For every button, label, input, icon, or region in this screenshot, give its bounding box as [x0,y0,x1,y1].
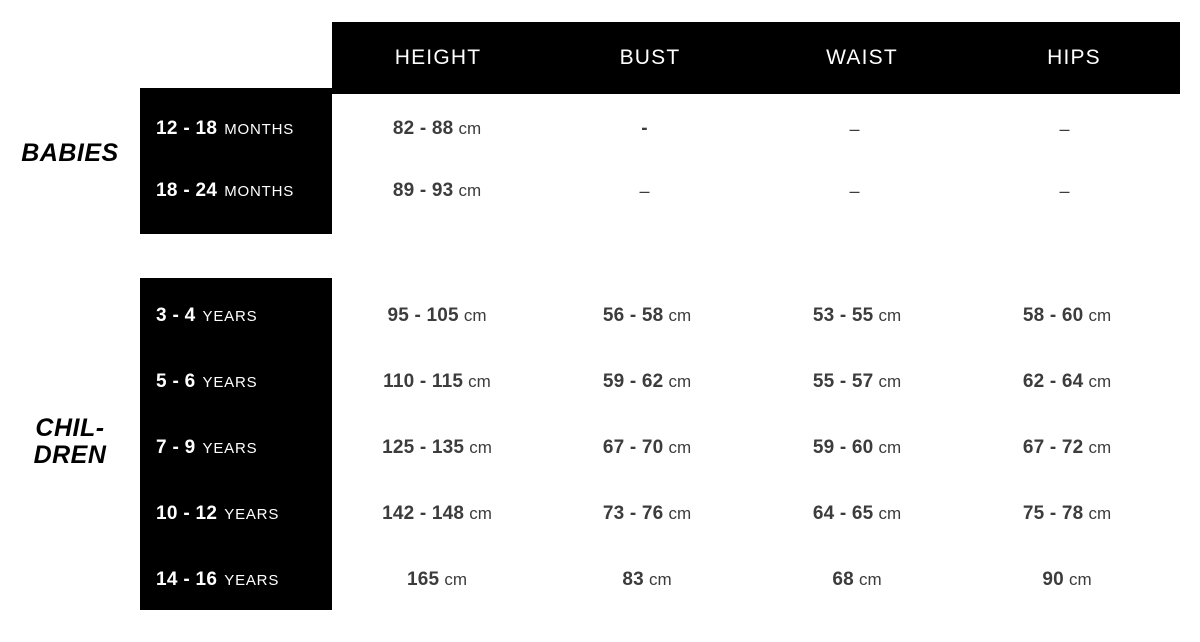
cell-value: 59 - 62 [602,371,664,392]
cell-value: – [639,180,650,201]
age-range: 5 - 6 [156,371,196,392]
cell-unit: cm [878,306,902,325]
cell-waist [752,119,962,140]
cell-bust [542,118,752,140]
age-cell [140,180,332,202]
cell-unit: cm [469,504,492,523]
age-cell [140,503,332,525]
cell-height [332,118,542,140]
cell-unit: cm [668,504,692,523]
cell-value: 73 - 76 [602,503,664,524]
cell-value: 59 - 60 [812,437,874,458]
cell-bust [542,437,752,459]
cell-value: 82 - 88 [392,118,454,139]
age-range: 14 - 16 [156,569,218,590]
age-range: 3 - 4 [156,305,196,326]
cell-waist [752,437,962,459]
table-row [140,285,1180,347]
cell-unit: cm [444,570,467,589]
cell-value: 110 - 115 [383,371,464,392]
cell-hips [962,181,1172,202]
cell-unit: cm [1088,504,1112,523]
table-row [140,417,1180,479]
cell-value: 67 - 72 [1022,437,1084,458]
cell-unit: cm [1088,372,1112,391]
group-label-babies: BABIES [21,139,119,167]
measurement-cells [332,118,1180,140]
age-range: 10 - 12 [156,503,218,524]
cell-hips [962,569,1172,591]
cell-height [332,503,542,525]
cell-waist [752,503,962,525]
cell-hips [962,437,1172,459]
measurement-cells [332,503,1180,525]
cell-value: 75 - 78 [1022,503,1084,524]
age-cell [140,371,332,393]
cell-value: 64 - 65 [812,503,874,524]
cell-unit: cm [1088,306,1112,325]
table-row [140,160,1180,222]
age-unit: MONTHS [224,183,295,200]
cell-bust [542,371,752,393]
cell-height [332,371,542,393]
cell-unit: cm [458,181,482,200]
table-row [140,351,1180,413]
column-header-waist: WAIST [826,46,898,69]
table-row [140,98,1180,160]
cell-value: 95 - 105 [387,305,459,326]
cell-unit: cm [858,570,882,589]
cell-height [332,437,542,459]
measurement-cells [332,180,1180,202]
cell-unit: cm [668,438,692,457]
cell-value: – [849,180,860,201]
cell-value: – [1059,118,1070,139]
cell-waist [752,305,962,327]
measurement-cells [332,305,1180,327]
cell-value: – [849,118,860,139]
cell-value: 55 - 57 [812,371,874,392]
cell-unit: cm [463,306,487,325]
cell-unit: cm [878,438,902,457]
cell-value: 53 - 55 [812,305,874,326]
cell-unit: cm [468,372,491,391]
cell-hips [962,503,1172,525]
cell-value: 58 - 60 [1022,305,1084,326]
cell-height [332,180,542,202]
cell-unit: cm [668,372,692,391]
age-unit: MONTHS [224,121,295,138]
age-unit: YEARS [202,440,258,457]
cell-unit: cm [469,438,492,457]
age-cell [140,118,332,140]
cell-value: 56 - 58 [602,305,664,326]
age-cell [140,305,332,327]
cell-unit: cm [458,119,482,138]
table-row [140,549,1180,611]
cell-hips [962,371,1172,393]
cell-value: 83 [622,569,644,590]
column-header-bust: BUST [619,46,681,69]
cell-bust [542,305,752,327]
cell-value: - [641,118,648,139]
cell-unit: cm [668,306,692,325]
cell-hips [962,119,1172,140]
measurement-cells [332,371,1180,393]
cell-unit: cm [648,570,672,589]
group-label-children-line2: DREN [33,441,107,469]
cell-value: 67 - 70 [602,437,664,458]
cell-value: 165 [407,569,440,590]
cell-height [332,305,542,327]
measurement-cells [332,569,1180,591]
cell-bust [542,503,752,525]
age-cell [140,437,332,459]
cell-value: 125 - 135 [382,437,465,458]
cell-unit: cm [1068,570,1092,589]
cell-unit: cm [878,372,902,391]
cell-waist [752,181,962,202]
age-range: 18 - 24 [156,180,218,201]
table-header [332,22,1180,94]
cell-value: 62 - 64 [1022,371,1084,392]
age-unit: YEARS [224,506,280,523]
table-row [140,483,1180,545]
cell-value: 89 - 93 [392,180,454,201]
cell-bust [542,569,752,591]
cell-waist [752,371,962,393]
age-unit: YEARS [202,308,258,325]
cell-height [332,569,542,591]
cell-value: 142 - 148 [382,503,465,524]
cell-hips [962,305,1172,327]
cell-bust [542,181,752,202]
age-range: 12 - 18 [156,118,218,139]
age-cell [140,569,332,591]
age-unit: YEARS [224,572,280,589]
age-unit: YEARS [202,374,258,391]
group-label-children-line1: CHIL- [35,414,105,442]
column-header-hips: HIPS [1047,46,1101,69]
cell-value: – [1059,180,1070,201]
cell-unit: cm [878,504,902,523]
measurement-cells [332,437,1180,459]
cell-unit: cm [1088,438,1112,457]
age-range: 7 - 9 [156,437,196,458]
group-label-children [0,415,140,469]
cell-waist [752,569,962,591]
cell-value: 90 [1042,569,1064,590]
cell-value: 68 [832,569,854,590]
column-header-height: HEIGHT [394,46,482,69]
